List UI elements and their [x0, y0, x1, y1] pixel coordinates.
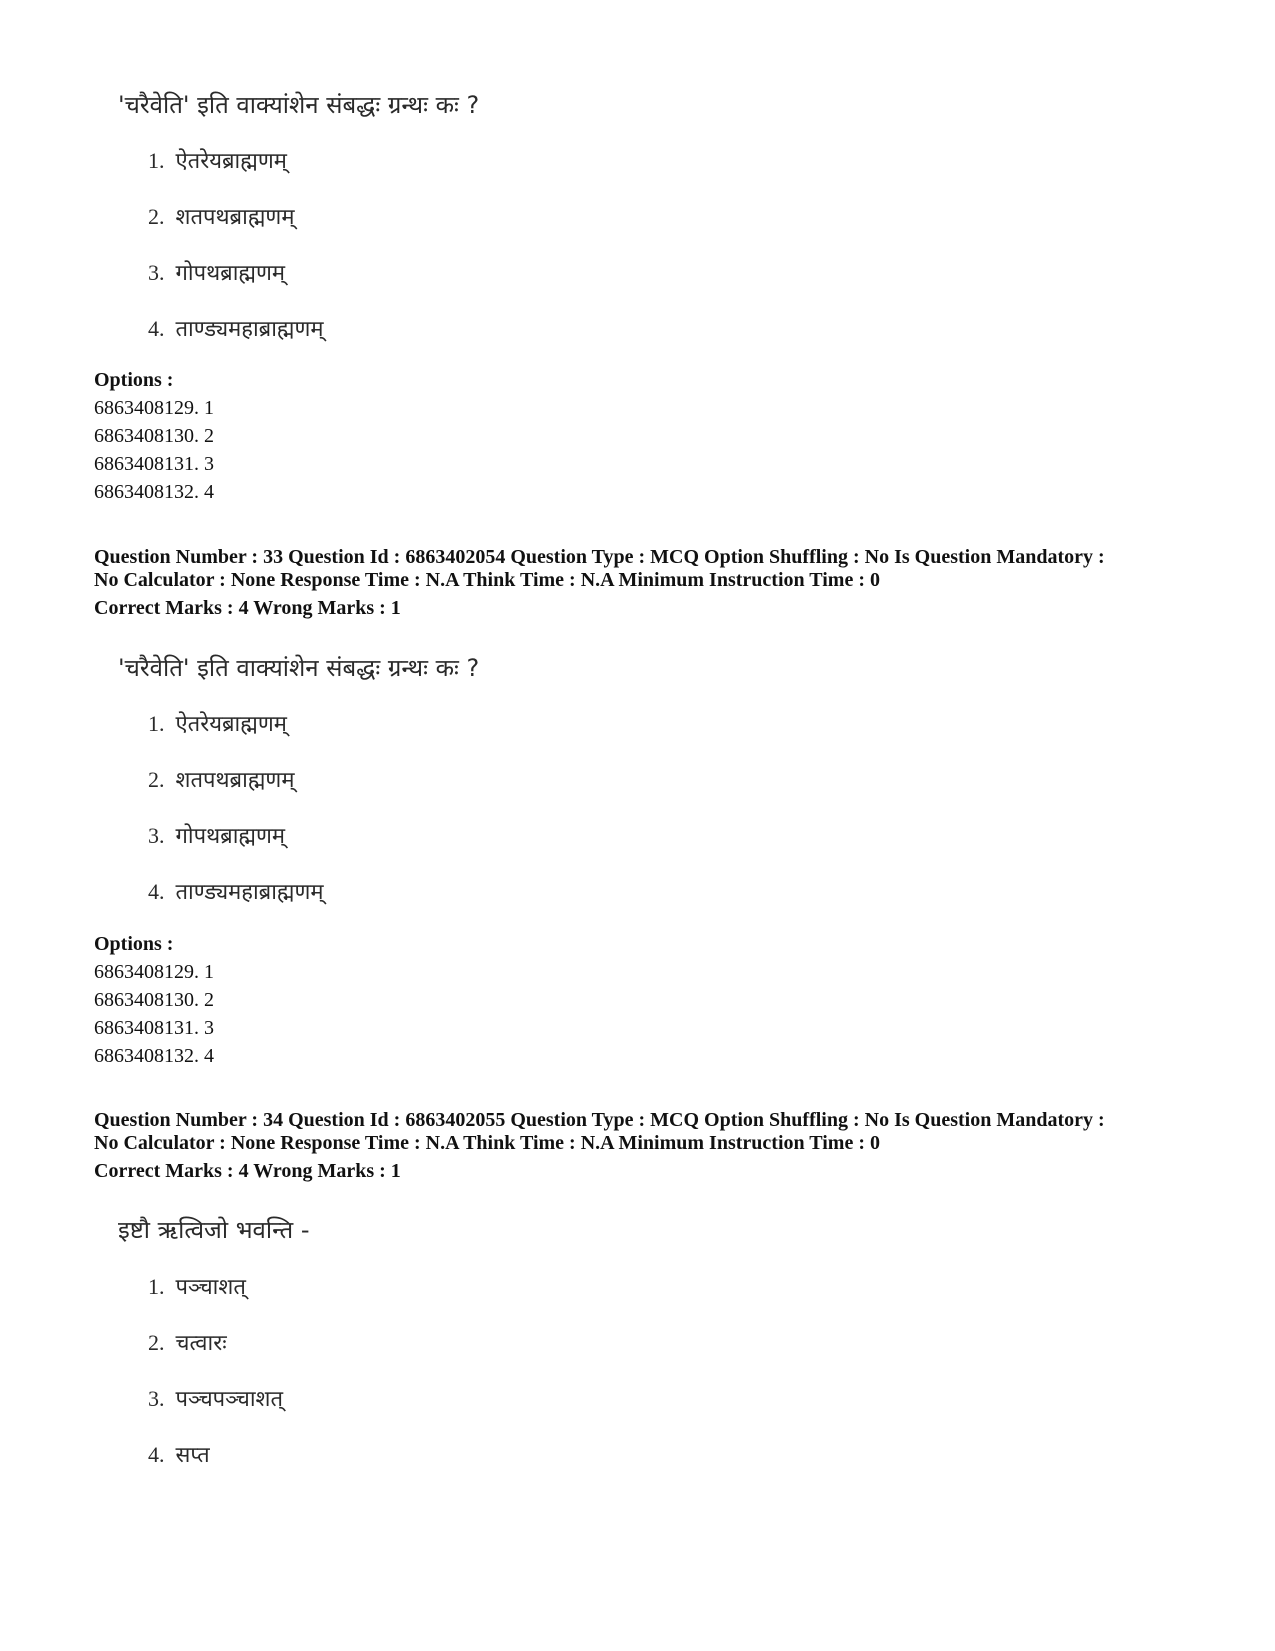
choice-1 [148, 708, 287, 738]
question-stem: इष्टौ ऋत्विजो भवन्ति - [118, 1216, 310, 1244]
choice-text: शतपथब्राह्मणम् [175, 768, 295, 793]
question-marks: Correct Marks : 4 Wrong Marks : 1 [94, 597, 401, 619]
choice-number: 4. [148, 316, 165, 341]
choice-text: गोपथब्राह्मणम् [175, 824, 286, 849]
choice-4 [148, 313, 324, 343]
choice-text: गोपथब्राह्मणम् [175, 261, 286, 286]
choice-3 [148, 257, 285, 287]
choice-number: 2. [148, 767, 165, 792]
choice-number: 3. [148, 260, 165, 285]
choice-number: 3. [148, 823, 165, 848]
choice-number: 3. [148, 1386, 165, 1411]
options-label: Options : [94, 369, 174, 391]
choice-2 [148, 201, 295, 231]
choice-text: ताण्ड्यमहाब्राह्मणम् [175, 880, 324, 905]
question-meta-line-2: No Calculator : None Response Time : N.A Think Time : N.A Minimum Instruction Time : 0 [94, 1132, 880, 1154]
question-meta-line-1: Question Number : 33 Question Id : 6863402054 Question Type : MCQ Option Shuffling : No Is Question Mandatory : [94, 546, 1105, 568]
option-id-2: 6863408130. 2 [94, 989, 214, 1011]
option-id-2: 6863408130. 2 [94, 425, 214, 447]
option-id-1: 6863408129. 1 [94, 961, 214, 983]
choice-number: 1. [148, 148, 165, 173]
choice-number: 1. [148, 1274, 165, 1299]
choice-3 [148, 1383, 283, 1413]
choice-text: ताण्ड्यमहाब्राह्मणम् [175, 317, 324, 342]
question-meta-line-2: No Calculator : None Response Time : N.A Think Time : N.A Minimum Instruction Time : 0 [94, 569, 880, 591]
choice-text: पञ्चपञ्चाशत् [175, 1387, 284, 1412]
choice-number: 4. [148, 879, 165, 904]
choice-4 [148, 876, 324, 906]
options-label: Options : [94, 933, 174, 955]
option-id-4: 6863408132. 4 [94, 1045, 214, 1067]
choice-number: 2. [148, 1330, 165, 1355]
choice-text: पञ्चाशत् [175, 1275, 246, 1300]
question-marks: Correct Marks : 4 Wrong Marks : 1 [94, 1160, 401, 1182]
choice-number: 1. [148, 711, 165, 736]
choice-number: 2. [148, 204, 165, 229]
option-id-3: 6863408131. 3 [94, 1017, 214, 1039]
question-meta-line-1: Question Number : 34 Question Id : 6863402055 Question Type : MCQ Option Shuffling : No Is Question Mandatory : [94, 1109, 1105, 1131]
option-id-4: 6863408132. 4 [94, 481, 214, 503]
choice-3 [148, 820, 285, 850]
choice-text: चत्वारः [175, 1331, 227, 1356]
choice-2 [148, 764, 295, 794]
choice-text: ऐतरेयब्राह्मणम् [175, 712, 287, 737]
question-stem: 'चरैवेति' इति वाक्यांशेन संबद्धः ग्रन्थः कः ? [118, 654, 480, 682]
option-id-3: 6863408131. 3 [94, 453, 214, 475]
choice-2 [148, 1327, 227, 1357]
choice-number: 4. [148, 1442, 165, 1467]
choice-text: सप्त [175, 1443, 210, 1468]
choice-text: शतपथब्राह्मणम् [175, 205, 295, 230]
choice-text: ऐतरेयब्राह्मणम् [175, 149, 287, 174]
choice-1 [148, 145, 287, 175]
option-id-1: 6863408129. 1 [94, 397, 214, 419]
question-stem: 'चरैवेति' इति वाक्यांशेन संबद्धः ग्रन्थः कः ? [118, 91, 480, 119]
choice-1 [148, 1271, 246, 1301]
choice-4 [148, 1439, 210, 1469]
